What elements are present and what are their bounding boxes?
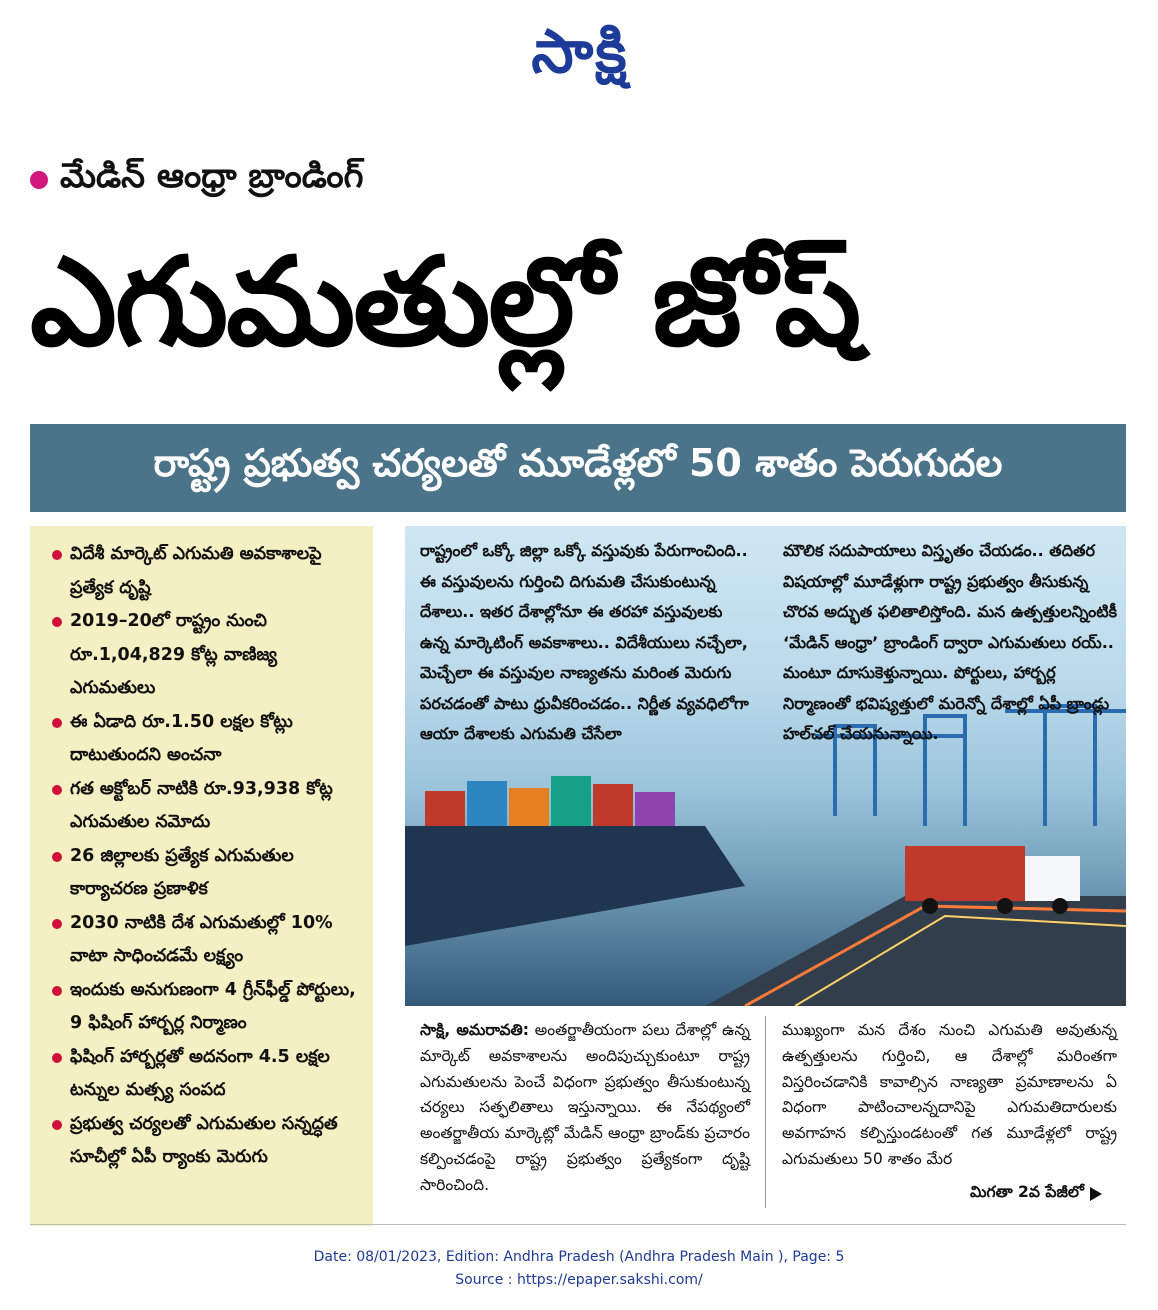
strapline-text: రాష్ట్ర ప్రభుత్వ చర్యలతో మూడేళ్లలో 50 శాతం పెరుగుదల xyxy=(153,441,1003,485)
kicker-text: మేడిన్ ఆంధ్రా బ్రాండింగ్ xyxy=(60,156,364,196)
footer-source-line: Source : https://epaper.sakshi.com/ xyxy=(455,1272,703,1288)
kicker xyxy=(30,156,364,200)
photo-text-right: మౌలిక సదుపాయాలు విస్తృతం చేయడం.. తదితర విషయాల్లో మూడేళ్లుగా రాష్ట్ర ప్రభుత్వం తీసుకున్న చొరవ అద్భుత ఫలితాలిస్తోంది. మన ఉత్పత్తులన్నింటికీ ‘మేడిన్ ఆంధ్రా’ బ్రాండింగ్ ద్వారా ఎగుమతులు రయ్.. మంటూ దూసుకెళ్తున్నాయి. పోర్టులు, హార్బర్ల నిర్మాణంతో భవిష్యత్తులో మరెన్నో దేశాల్లో ఏపీ బ్రాండ్లు హల్‌చల్ చేయనున్నాయి. xyxy=(783,541,1117,743)
continued-text: మిగతా 2వ పేజీలో xyxy=(970,1183,1084,1201)
highlight-item: 26 జిల్లాలకు ప్రత్యేక ఎగుమతుల కార్యాచరణ ప్రణాళిక xyxy=(52,840,359,907)
page-bottom-rule xyxy=(30,1224,1126,1225)
highlights-list xyxy=(52,538,359,1175)
body-column-left xyxy=(420,1018,750,1199)
dateline: సాక్షి, అమరావతి: xyxy=(420,1021,529,1039)
highlight-item: 2019–20లో రాష్ట్రం నుంచి రూ.1,04,829 కోట్ల వాణిజ్య ఎగుమతులు xyxy=(52,605,359,706)
footer-edition-line: Date: 08/01/2023, Edition: Andhra Pradesh (Andhra Pradesh Main ), Page: 5 xyxy=(313,1249,845,1265)
highlight-item: ఇందుకు అనుగుణంగా 4 గ్రీన్‌ఫీల్డ్ పోర్టులు, 9 ఫిషింగ్ హార్బర్ల నిర్మాణం xyxy=(52,974,359,1041)
masthead-logo: సాక్షి xyxy=(531,17,629,87)
highlight-item: విదేశీ మార్కెట్ ఎగుమతి అవకాశాలపై ప్రత్యేక దృష్టి xyxy=(52,538,359,605)
headline: ఎగుమతుల్లో జోష్ xyxy=(30,231,860,373)
page-footer xyxy=(0,1246,1158,1292)
column-divider xyxy=(765,1016,766,1208)
body-text-left: అంతర్జాతీయంగా పలు దేశాల్లో ఉన్న మార్కెట్ అవకాశాలను అందిపుచ్చుకుంటూ రాష్ట్ర ఎగుమతులను పెంచే విధంగా ప్రభుత్వం తీసుకుంటున్న చర్యలు సత్ఫలితాలు ఇస్తున్నాయి. ఈ నేపథ్యంలో అంతర్జాతీయ మార్కెట్లో మేడిన్ ఆంధ్రా బ్రాండ్‌కు ప్రచారం కల్పించడంపై రాష్ట్ర ప్రభుత్వం ప్రత్యేకంగా దృష్టి సారించింది. xyxy=(420,1021,750,1194)
continued-notice xyxy=(970,1183,1102,1205)
highlights-sidebar xyxy=(30,526,373,1226)
play-arrow-icon xyxy=(1090,1187,1102,1201)
strapline xyxy=(30,424,1126,512)
highlight-item: ఫిషింగ్ హార్బర్లతో అదనంగా 4.5 లక్షల టన్నుల మత్స్య సంపద xyxy=(52,1041,359,1108)
body-column-right: ముఖ్యంగా మన దేశం నుంచి ఎగుమతి అవుతున్న ఉత్పత్తులను గుర్తించి, ఆ దేశాల్లో మరింతగా విస్తరించడానికి కావాల్సిన నాణ్యతా ప్రమాణాలను ఏ విధంగా పాటించాలన్నదానిపై ఎగుమతిదారులకు అవగాహన కల్పిస్తుండటంతో గత మూడేళ్లలో రాష్ట్ర ఎగుమతులు 50 శాతం మేర xyxy=(782,1021,1117,1168)
kicker-bullet-icon xyxy=(30,171,48,189)
highlight-item: గత అక్టోబర్ నాటికి రూ.93,938 కోట్ల ఎగుమతుల నమోదు xyxy=(52,773,359,840)
highlight-item: ఈ ఏడాది రూ.1.50 లక్షల కోట్లు దాటుతుందని అంచనా xyxy=(52,706,359,773)
photo-text-left: రాష్ట్రంలో ఒక్కో జిల్లా ఒక్కో వస్తువుకు పేరుగాంచింది.. ఈ వస్తువులను గుర్తించి దిగుమతి చేసుకుంటున్న దేశాలు.. ఇతర దేశాల్లోనూ ఈ తరహా వస్తువులకు ఉన్న మార్కెటింగ్ అవకాశాలు.. విదేశీయులు నచ్చేలా, మెచ్చేలా ఈ వస్తువుల నాణ్యతను మరింత మెరుగు పరచడంతో పాటు ధ్రువీకరించడం.. నిర్ణీత వ్యవధిలోగా ఆయా దేశాలకు ఎగుమతి చేసేలా xyxy=(420,541,749,743)
highlight-item: 2030 నాటికి దేశ ఎగుమతుల్లో 10% వాటా సాధించడమే లక్ష్యం xyxy=(52,907,359,974)
highlight-item: ప్రభుత్వ చర్యలతో ఎగుమతుల సన్నద్ధత సూచీల్లో ఏపీ ర్యాంకు మెరుగు xyxy=(52,1108,359,1175)
port-illustration xyxy=(405,526,1126,1006)
